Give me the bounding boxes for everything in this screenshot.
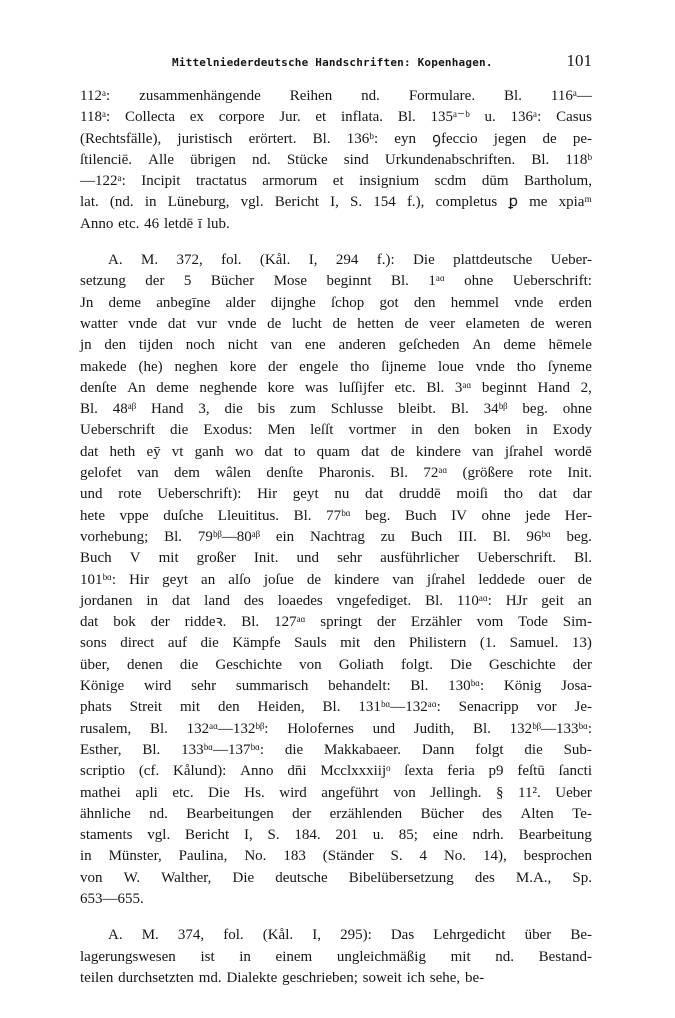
text-line: dat heth eȳ vt ganh wo dat to quam dat de kindere van jſrahel wordē (80, 443, 592, 460)
text-line: —122ᵃ: Incipit tractatus armorum et insignium scdm dūm Bartholum, (80, 173, 592, 190)
page-number: 101 (566, 51, 592, 70)
text-line: setzung der 5 Bücher Mose beginnt Bl. 1ᵃᵅ ohne Ueberschrift: (80, 273, 592, 290)
text-line: scriptio (cf. Kålund): Anno dn̄i Mcclxxxiijᵒ ſexta feria p9 feſtū ſancti (80, 763, 592, 780)
text-line: 118ᵃ: Collecta ex corpore Jur. et inflata. Bl. 135ᵃ⁻ᵇ u. 136ᵃ: Casus (80, 109, 592, 126)
text-line: jn den tijden noch nicht van ene anderen geſcheden An deme hēmele (80, 337, 592, 354)
paragraph (80, 250, 592, 910)
page-header (80, 52, 592, 76)
text-line: jordanen in dat land des loaedes vngefediget. Bl. 110ᵃᵅ: HJr geit an (80, 592, 592, 609)
text-line: Esther, Bl. 133ᵇᵅ—137ᵇᵅ: die Makkabaeer. Dann folgt die Sub- (80, 741, 592, 758)
text-line: dat bok der riddeꝛ. Bl. 127ᵃᵅ springt der Erzähler vom Tode Sim- (80, 614, 592, 631)
text-line: Könige wird sehr summarisch behandelt: Bl. 130ᵇᵅ: König Josa- (80, 678, 592, 695)
text-line: A. M. 374, fol. (Kål. I, 295): Das Lehrgedicht über Be- (108, 927, 592, 944)
text-line: von W. Walther, Die deutsche Bibelübersetzung des M.A., Sp. (80, 869, 592, 886)
text-line: Bl. 48ᵃᵝ Hand 3, die bis zum Schlusse bleibt. Bl. 34ᵇᵝ beg. ohne (80, 401, 592, 418)
text-line: rusalem, Bl. 132ᵃᵅ—132ᵇᵝ: Holofernes und Judith, Bl. 132ᵇᵝ—133ᵇᵅ: (80, 720, 592, 737)
text-line: staments vgl. Bericht I, S. 184. 201 u. 85; eine ndrh. Bearbeitung (80, 827, 592, 844)
text-line: 101ᵇᵅ: Hir geyt an alſo joſue de kindere van jſrahel leddede ouer de (80, 571, 592, 588)
paragraph-gap (80, 235, 592, 250)
text-line: ſtilenciē. Alle übrigen nd. Stücke sind Urkundenabschriften. Bl. 118ᵇ (80, 151, 592, 168)
text-line: sons direct auf die Kämpfe Sauls mit den Philistern (1. Samuel. 13) (80, 635, 592, 652)
text-line: denſte An deme neghende kore was luſſijfer etc. Bl. 3ᵃᵅ beginnt Hand 2, (80, 379, 592, 396)
body-text (80, 86, 592, 989)
text-line: gelofet van dem wâlen denſte Pharonis. Bl. 72ᵃᵅ (größere rote Init. (80, 465, 592, 482)
text-line: hete vppe duſche Lleuititus. Bl. 77ᵇᵅ beg. Buch IV ohne jede Her- (80, 507, 592, 524)
text-line: über, denen die Geschichte von Goliath folgt. Die Geschichte der (80, 656, 592, 673)
text-line: ähnliche nd. Bearbeitungen der erzählenden Bücher des Alten Te- (80, 805, 592, 822)
text-line: lat. (nd. in Lüneburg, vgl. Bericht I, S. 154 f.), completus ꝑ me xpiaᵐ (80, 194, 592, 211)
text-line: (Rechtsfälle), juristisch erörtert. Bl. 136ᵇ: eyn ꝯfeccio jegen de pe- (80, 130, 592, 147)
text-line: vorhebung; Bl. 79ᵇᵝ—80ᵃᵝ ein Nachtrag zu Buch III. Bl. 96ᵇᵅ beg. (80, 528, 592, 545)
paragraph-gap (80, 910, 592, 925)
text-line: makede (he) neghen kore der engele tho ſijneme loue vnde tho ſyneme (80, 358, 592, 375)
text-line: A. M. 372, fol. (Kål. I, 294 f.): Die plattdeutsche Ueber- (108, 252, 592, 269)
text-line: teilen durchsetzten md. Dialekte geschrieben; soweit ich sehe, be- (80, 969, 485, 986)
text-line: phats Streit mit den Heiden, Bl. 131ᵇᵅ—132ᵃᵅ: Senacripp vor Je- (80, 699, 592, 716)
text-line: watter vnde dat vur vnde de lucht de hetten de veer elameten de weren (80, 315, 592, 332)
text-line: und rote Ueberschrift): Hir geyt nu dat druddē moiſi tho dat dar (80, 486, 592, 503)
text-line: Buch V mit großer Init. und sehr ausführlicher Ueberschrift. Bl. (80, 550, 592, 567)
text-line: Anno etc. 46 letdē ī lub. (80, 215, 230, 232)
text-line: in Münster, Paulina, No. 183 (Ständer S. 4 No. 14), besprochen (80, 848, 592, 865)
paragraph (80, 86, 592, 235)
text-line: Ueberschrift die Exodus: Men leſſt vortmer in den boken in Exody (80, 422, 592, 439)
text-line: 653—655. (80, 890, 144, 907)
paragraph (80, 925, 592, 989)
text-line: Jn deme anbegīne alder dijnghe ſchop got den hemmel vnde erden (80, 294, 592, 311)
running-title: Mittelniederdeutsche Handschriften: Kopenhagen. (172, 56, 493, 69)
text-line: lagerungswesen ist in einem ungleichmäßig mit nd. Bestand- (80, 948, 592, 965)
text-line: 112ᵃ: zusammenhängende Reihen nd. Formulare. Bl. 116ᵃ— (80, 88, 592, 104)
text-line: mathei apli etc. Die Hs. wird angeführt von Jellingh. § 11². Ueber (80, 784, 592, 801)
